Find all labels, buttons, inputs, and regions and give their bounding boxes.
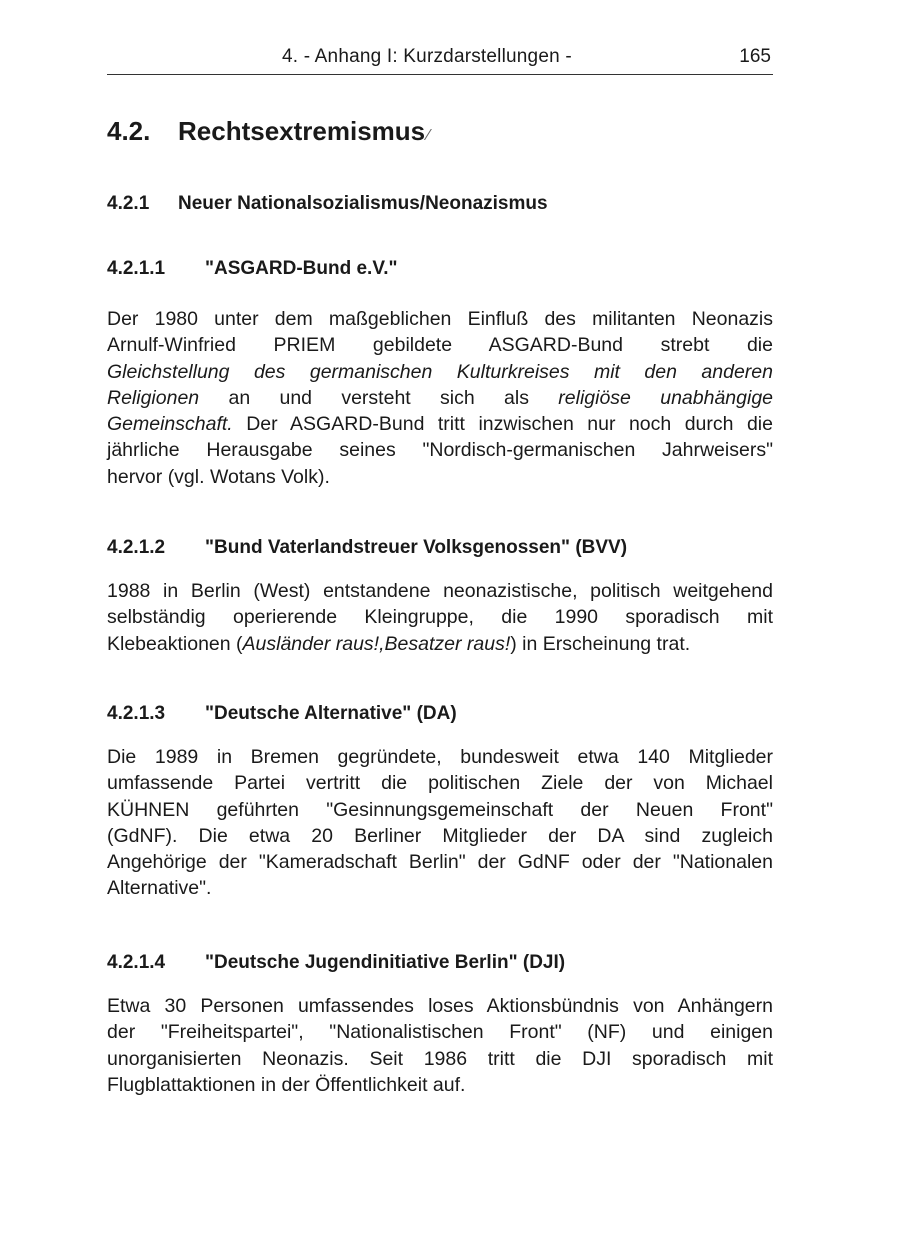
text-line bbox=[107, 385, 773, 411]
text-line: Gleichstellung des germanischen Kulturkreises mit den anderen bbox=[107, 360, 773, 383]
subsection-title: Neuer Nationalsozialismus/Neonazismus bbox=[178, 193, 548, 214]
entry-number: 4.2.1.1 bbox=[107, 258, 166, 279]
pencil-mark: ⁄ bbox=[427, 127, 430, 144]
entry-body-asgard bbox=[107, 306, 773, 490]
text-line: Flugblattaktionen in der Öffentlichkeit auf. bbox=[107, 1073, 466, 1096]
text-line: unorganisierten Neonazis. Seit 1986 tritt die DJI sporadisch mit bbox=[107, 1047, 773, 1070]
entry-heading-bvv bbox=[107, 537, 627, 559]
plain-text: Klebeaktionen ( bbox=[107, 632, 243, 655]
text-line: (GdNF). Die etwa 20 Berliner Mitglieder der DA sind zugleich bbox=[107, 824, 773, 847]
entry-body-bvv bbox=[107, 578, 773, 657]
plain-text: Der ASGARD-Bund tritt inzwischen nur noch durch die bbox=[232, 413, 773, 436]
header-title: 4. - Anhang I: Kurzdarstellungen - bbox=[282, 46, 572, 67]
text-line: Die 1989 in Bremen gegründete, bundesweit etwa 140 Mitglieder bbox=[107, 746, 773, 768]
section-heading bbox=[107, 116, 430, 147]
running-header bbox=[107, 40, 773, 75]
entry-number: 4.2.1.4 bbox=[107, 952, 166, 973]
text-line: umfassende Partei vertritt die politischen Ziele der von Michael bbox=[107, 772, 773, 795]
text-line: KÜHNEN geführten "Gesinnungsgemeinschaft der Neuen Front" bbox=[107, 798, 773, 821]
text-line: 1988 in Berlin (West) entstandene neonazistische, politisch weitgehend bbox=[107, 580, 773, 602]
text-line: jährliche Herausgabe seines "Nordisch-germanischen Jahrweisers" bbox=[107, 439, 773, 462]
entry-name: "Deutsche Jugendinitiative Berlin" (DJI) bbox=[205, 952, 566, 973]
entry-name: "Deutsche Alternative" (DA) bbox=[205, 703, 457, 724]
entry-heading-da bbox=[107, 703, 457, 725]
section-title: Rechtsextremismus bbox=[178, 116, 426, 146]
italic-text: Ausländer raus!,Besatzer raus! bbox=[242, 632, 511, 655]
entry-name: "Bund Vaterlandstreuer Volksgenossen" (BVV) bbox=[205, 537, 628, 558]
text-line bbox=[107, 631, 773, 657]
entry-heading-asgard bbox=[107, 258, 398, 280]
plain-text: an und versteht sich als bbox=[199, 386, 559, 409]
subsection-heading bbox=[107, 193, 548, 215]
entry-number: 4.2.1.2 bbox=[107, 537, 166, 558]
text-line: Angehörige der "Kameradschaft Berlin" der GdNF oder der "Nationalen bbox=[107, 851, 773, 874]
text-line: der "Freiheitspartei", "Nationalistischen Front" (NF) und einigen bbox=[107, 1021, 773, 1044]
text-line: selbständig operierende Kleingruppe, die 1990 sporadisch mit bbox=[107, 606, 773, 629]
text-line bbox=[107, 411, 773, 437]
text-line: Der 1980 unter dem maßgeblichen Einfluß des militanten Neonazis bbox=[107, 308, 773, 330]
subsection-number: 4.2.1 bbox=[107, 193, 150, 214]
italic-text: religiöse unabhängige bbox=[558, 386, 774, 409]
italic-text: Religionen bbox=[107, 386, 200, 409]
entry-name: "ASGARD-Bund e.V." bbox=[205, 258, 398, 279]
page-number: 165 bbox=[739, 46, 771, 67]
entry-number: 4.2.1.3 bbox=[107, 703, 166, 724]
text-line: hervor (vgl. Wotans Volk). bbox=[107, 465, 330, 488]
text-line: Arnulf-Winfried PRIEM gebildete ASGARD-Bund strebt die bbox=[107, 334, 773, 357]
text-line: Etwa 30 Personen umfassendes loses Aktionsbündnis von Anhängern bbox=[107, 995, 773, 1017]
plain-text: ) in Erscheinung trat. bbox=[510, 632, 691, 655]
section-number: 4.2. bbox=[107, 116, 151, 146]
italic-text: Gemeinschaft. bbox=[107, 413, 233, 436]
entry-body-da bbox=[107, 744, 773, 902]
text-line: Alternative". bbox=[107, 877, 212, 900]
entry-heading-dji bbox=[107, 952, 565, 974]
entry-body-dji bbox=[107, 993, 773, 1098]
